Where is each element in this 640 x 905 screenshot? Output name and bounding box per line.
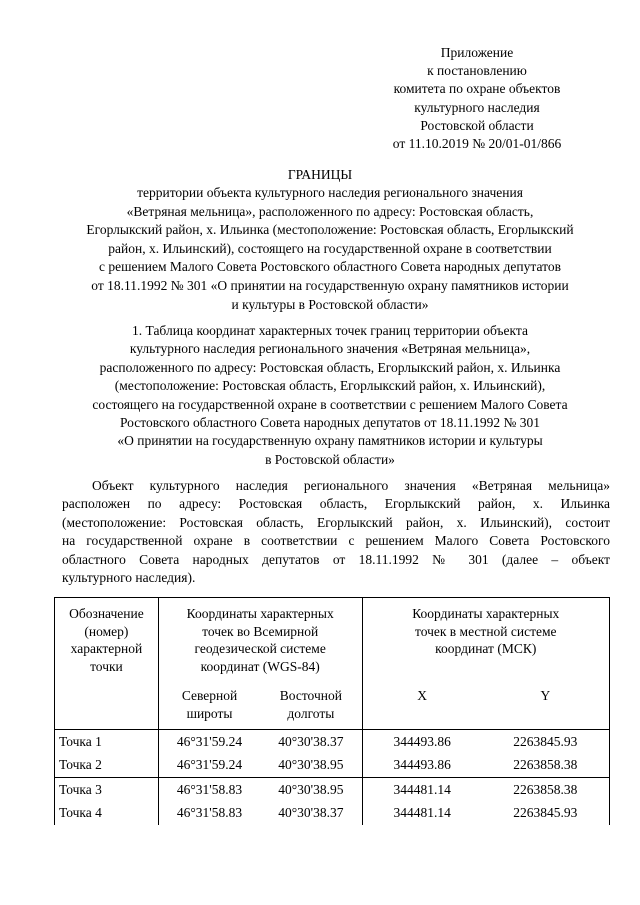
title-line: с решением Малого Совета Ростовского областного Совета народных депутатов [99, 259, 561, 275]
title-line: территории объекта культурного наследия регионального значения [137, 185, 523, 200]
section-line: культурного наследия регионального значения «Ветряная мельница», [129, 341, 531, 357]
title-line: и культуры в Ростовской области» [231, 296, 429, 312]
coordinates-table [54, 597, 610, 825]
annex-line: от 11.10.2019 № 20/01-01/866 [392, 136, 562, 152]
title-line: от 18.11.1992 № 301 «О принятии на государственную охрану памятников истории [91, 277, 569, 293]
document-title [40, 184, 620, 314]
section-line: состоящего на государственной охране в соответствии с решением Малого Совета [92, 396, 568, 412]
title-line: Егорлыкский район, х. Ильинка (местоположение: Ростовская область, Егорлыкский [86, 222, 574, 238]
section-line: «О принятии на государственную охрану памятников истории и культуры [117, 433, 543, 449]
body-line: на государственной охране в соответствии с решением Малого Совета Ростовского [62, 533, 610, 549]
title-line: район, х. Ильинский), состоящего на государственной охране в соответствии [108, 240, 552, 256]
subheader-east-longitude: Восточной долготы [260, 681, 362, 729]
annex-line: Ростовской области [420, 117, 534, 133]
section-line: (местоположение: Ростовская область, Егорлыкский район, х. Ильинский), [114, 378, 546, 394]
subheader-north-latitude: Северной широты [181, 688, 238, 721]
annex-line: культурного наследия [414, 99, 540, 115]
subheader-x: X [417, 688, 427, 704]
table-header-row [55, 598, 610, 682]
document-heading: ГРАНИЦЫ [287, 167, 353, 182]
section-line: Ростовского областного Совета народных депутатов от 18.11.1992 № 301 [120, 415, 540, 431]
section-line: в Ростовской области» [265, 451, 395, 467]
section-title [40, 322, 620, 469]
table-row: Точка 3 46°31'58.83 40°30'38.95 344481.14 2263858.38 [55, 777, 610, 801]
body-line: культурного наследия). [62, 570, 196, 586]
body-line: областного Совета народных депутатов от 18.11.1992 № 301 (далее – объект [62, 551, 610, 567]
title-line: «Ветряная мельница», расположенного по адресу: Ростовская область, [126, 203, 534, 219]
header-wgs84: Координаты характерных точек во Всемирной геодезической системе координат (WGS-84) [158, 598, 362, 682]
body-line: расположен по адресу: Ростовская область, Егорлыкский район, х. Ильинка [62, 496, 610, 512]
table-row: Точка 4 46°31'58.83 40°30'38.37 344481.14 2263845.93 [55, 801, 610, 825]
subheader-y: Y [482, 681, 610, 729]
table-row: Точка 1 46°31'59.24 40°30'38.37 344493.86 2263845.93 [55, 729, 610, 753]
table-row: Точка 2 46°31'59.24 40°30'38.95 344493.86 2263858.38 [55, 753, 610, 777]
body-line: (местоположение: Ростовская область, Егорлыкский район, х. Ильинский), состоит [62, 514, 610, 530]
annex-header [362, 44, 592, 153]
header-point-designation: Обозначение (номер) характерной точки [55, 598, 159, 682]
annex-line: комитета по охране объектов [393, 81, 561, 97]
section-line: расположенного по адресу: Ростовская область, Егорлыкский район, х. Ильинка [99, 359, 561, 375]
section-line: 1. Таблица координат характерных точек границ территории объекта [132, 323, 528, 338]
body-paragraph [62, 477, 610, 587]
body-line: Объект культурного наследия регионального значения «Ветряная мельница» [92, 478, 610, 493]
annex-line: к постановлению [427, 63, 527, 79]
header-msk: Координаты характерных точек в местной системе координат (МСК) [362, 598, 609, 682]
table-subheader-row [55, 681, 610, 729]
annex-line: Приложение [440, 45, 514, 60]
